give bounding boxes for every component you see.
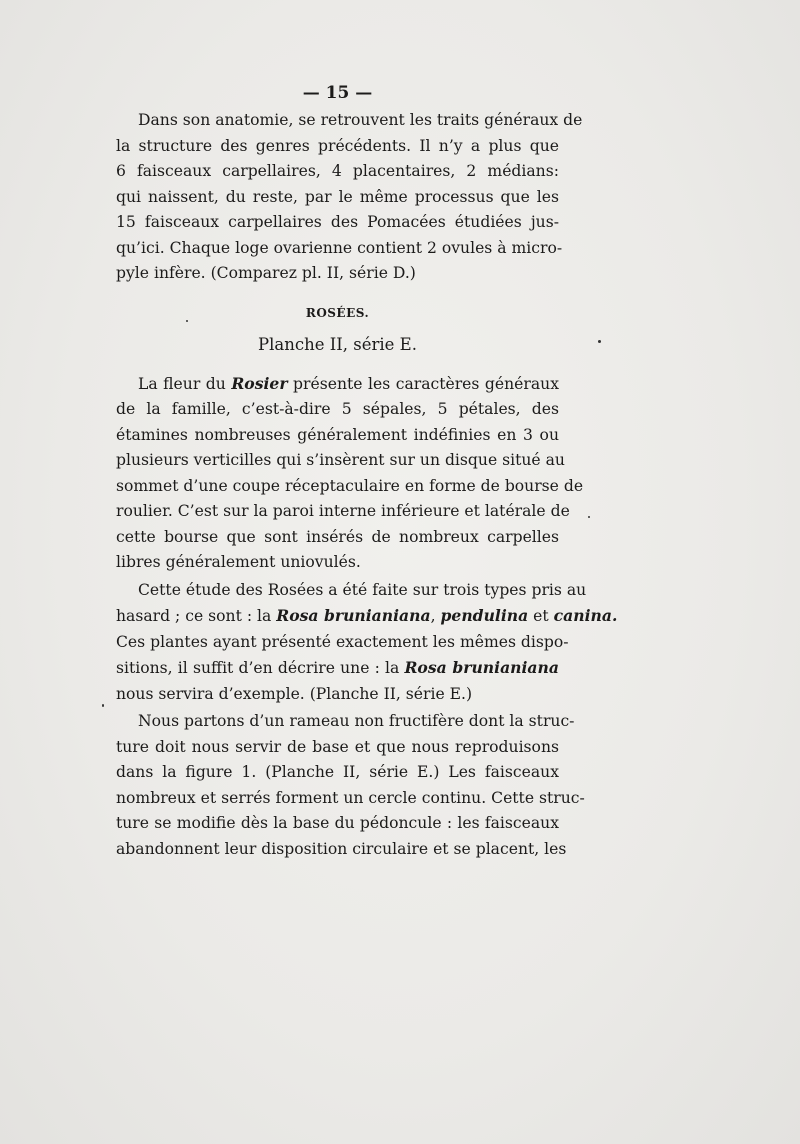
text-line: libres généralement uniovulés.	[116, 553, 361, 571]
text-line: cette bourse que sont insérés de nombreux carpelles	[116, 527, 559, 546]
text-line: roulier. C’est sur la paroi interne inférieure et latérale de	[116, 502, 570, 520]
italic-term: canina.	[553, 606, 618, 625]
text-line: sommet d’une coupe réceptaculaire en forme de bourse de	[116, 476, 584, 495]
text-run: ,	[430, 607, 441, 625]
text-line: étamines nombreuses généralement indéfinies en 3 ou	[116, 425, 559, 444]
section-title: ROSÉES.	[305, 305, 370, 320]
text-line: Cette étude des Rosées a été faite sur trois types pris au	[138, 580, 587, 599]
italic-term: Rosier	[231, 373, 288, 393]
text-line: Ces plantes ayant présenté exactement les mêmes dispo-	[116, 632, 569, 651]
ink-speck	[598, 340, 601, 343]
text-line: qui naissent, du reste, par le même processus que les	[116, 187, 559, 206]
text-line: de la famille, c’est-à-dire 5 sépales, 5 pétales, des	[116, 400, 559, 418]
text-line	[116, 371, 559, 398]
text-run: et	[528, 607, 554, 625]
text-block	[116, 80, 618, 862]
text-line: ture doit nous servir de base et que nous reproduisons	[116, 737, 559, 756]
text-run: hasard ; ce sont : la	[116, 607, 277, 625]
text-line: pyle infère. (Comparez pl. II, série D.)	[116, 264, 416, 282]
text-line: Dans son anatomie, se retrouvent les traits généraux de	[138, 111, 583, 129]
italic-term: pendulina	[440, 606, 529, 625]
paragraph-4	[116, 709, 585, 862]
text-line: abandonnent leur disposition circulaire et se placent, les	[116, 839, 567, 858]
text-line: Nous partons d’un rameau non fructifère dont la struc-	[138, 712, 575, 730]
text-line: nombreux et serrés forment un cercle continu. Cette struc-	[116, 788, 585, 807]
text-line	[116, 603, 618, 630]
text-line: qu’ici. Chaque loge ovarienne contient 2 ovules à micro-	[116, 238, 563, 257]
page-number: — 15 —	[302, 83, 373, 103]
italic-term: Rosa brunianiana	[276, 606, 431, 625]
text-line	[116, 655, 559, 682]
paragraph-2	[116, 371, 584, 576]
text-run: présente les caractères généraux	[287, 374, 559, 393]
ink-speck	[102, 704, 104, 707]
ink-speck	[588, 516, 590, 518]
text-run: La fleur du	[138, 374, 232, 393]
text-line: dans la figure 1. (Planche II, série E.) Les faisceaux	[116, 763, 559, 781]
text-line: plusieurs verticilles qui s’insèrent sur un disque situé au	[116, 451, 565, 469]
text-line: ture se modifie dès la base du pédoncule : les faisceaux	[116, 814, 559, 832]
paragraph-1	[116, 108, 583, 287]
paragraph-3	[116, 578, 618, 708]
italic-term: Rosa brunianiana	[404, 658, 559, 677]
text-line: nous servira d’exemple. (Planche II, série E.)	[116, 684, 473, 703]
text-line: la structure des genres précédents. Il n’y a plus que	[116, 136, 559, 155]
ink-speck	[186, 320, 188, 322]
plate-title: Planche II, série E.	[258, 334, 417, 354]
text-line: 6 faisceaux carpellaires, 4 placentaires, 2 médians:	[116, 162, 559, 180]
text-run: sitions, il suffit d’en décrire une : la	[116, 659, 405, 677]
text-line: 15 faisceaux carpellaires des Pomacées étudiées jus-	[116, 213, 559, 231]
